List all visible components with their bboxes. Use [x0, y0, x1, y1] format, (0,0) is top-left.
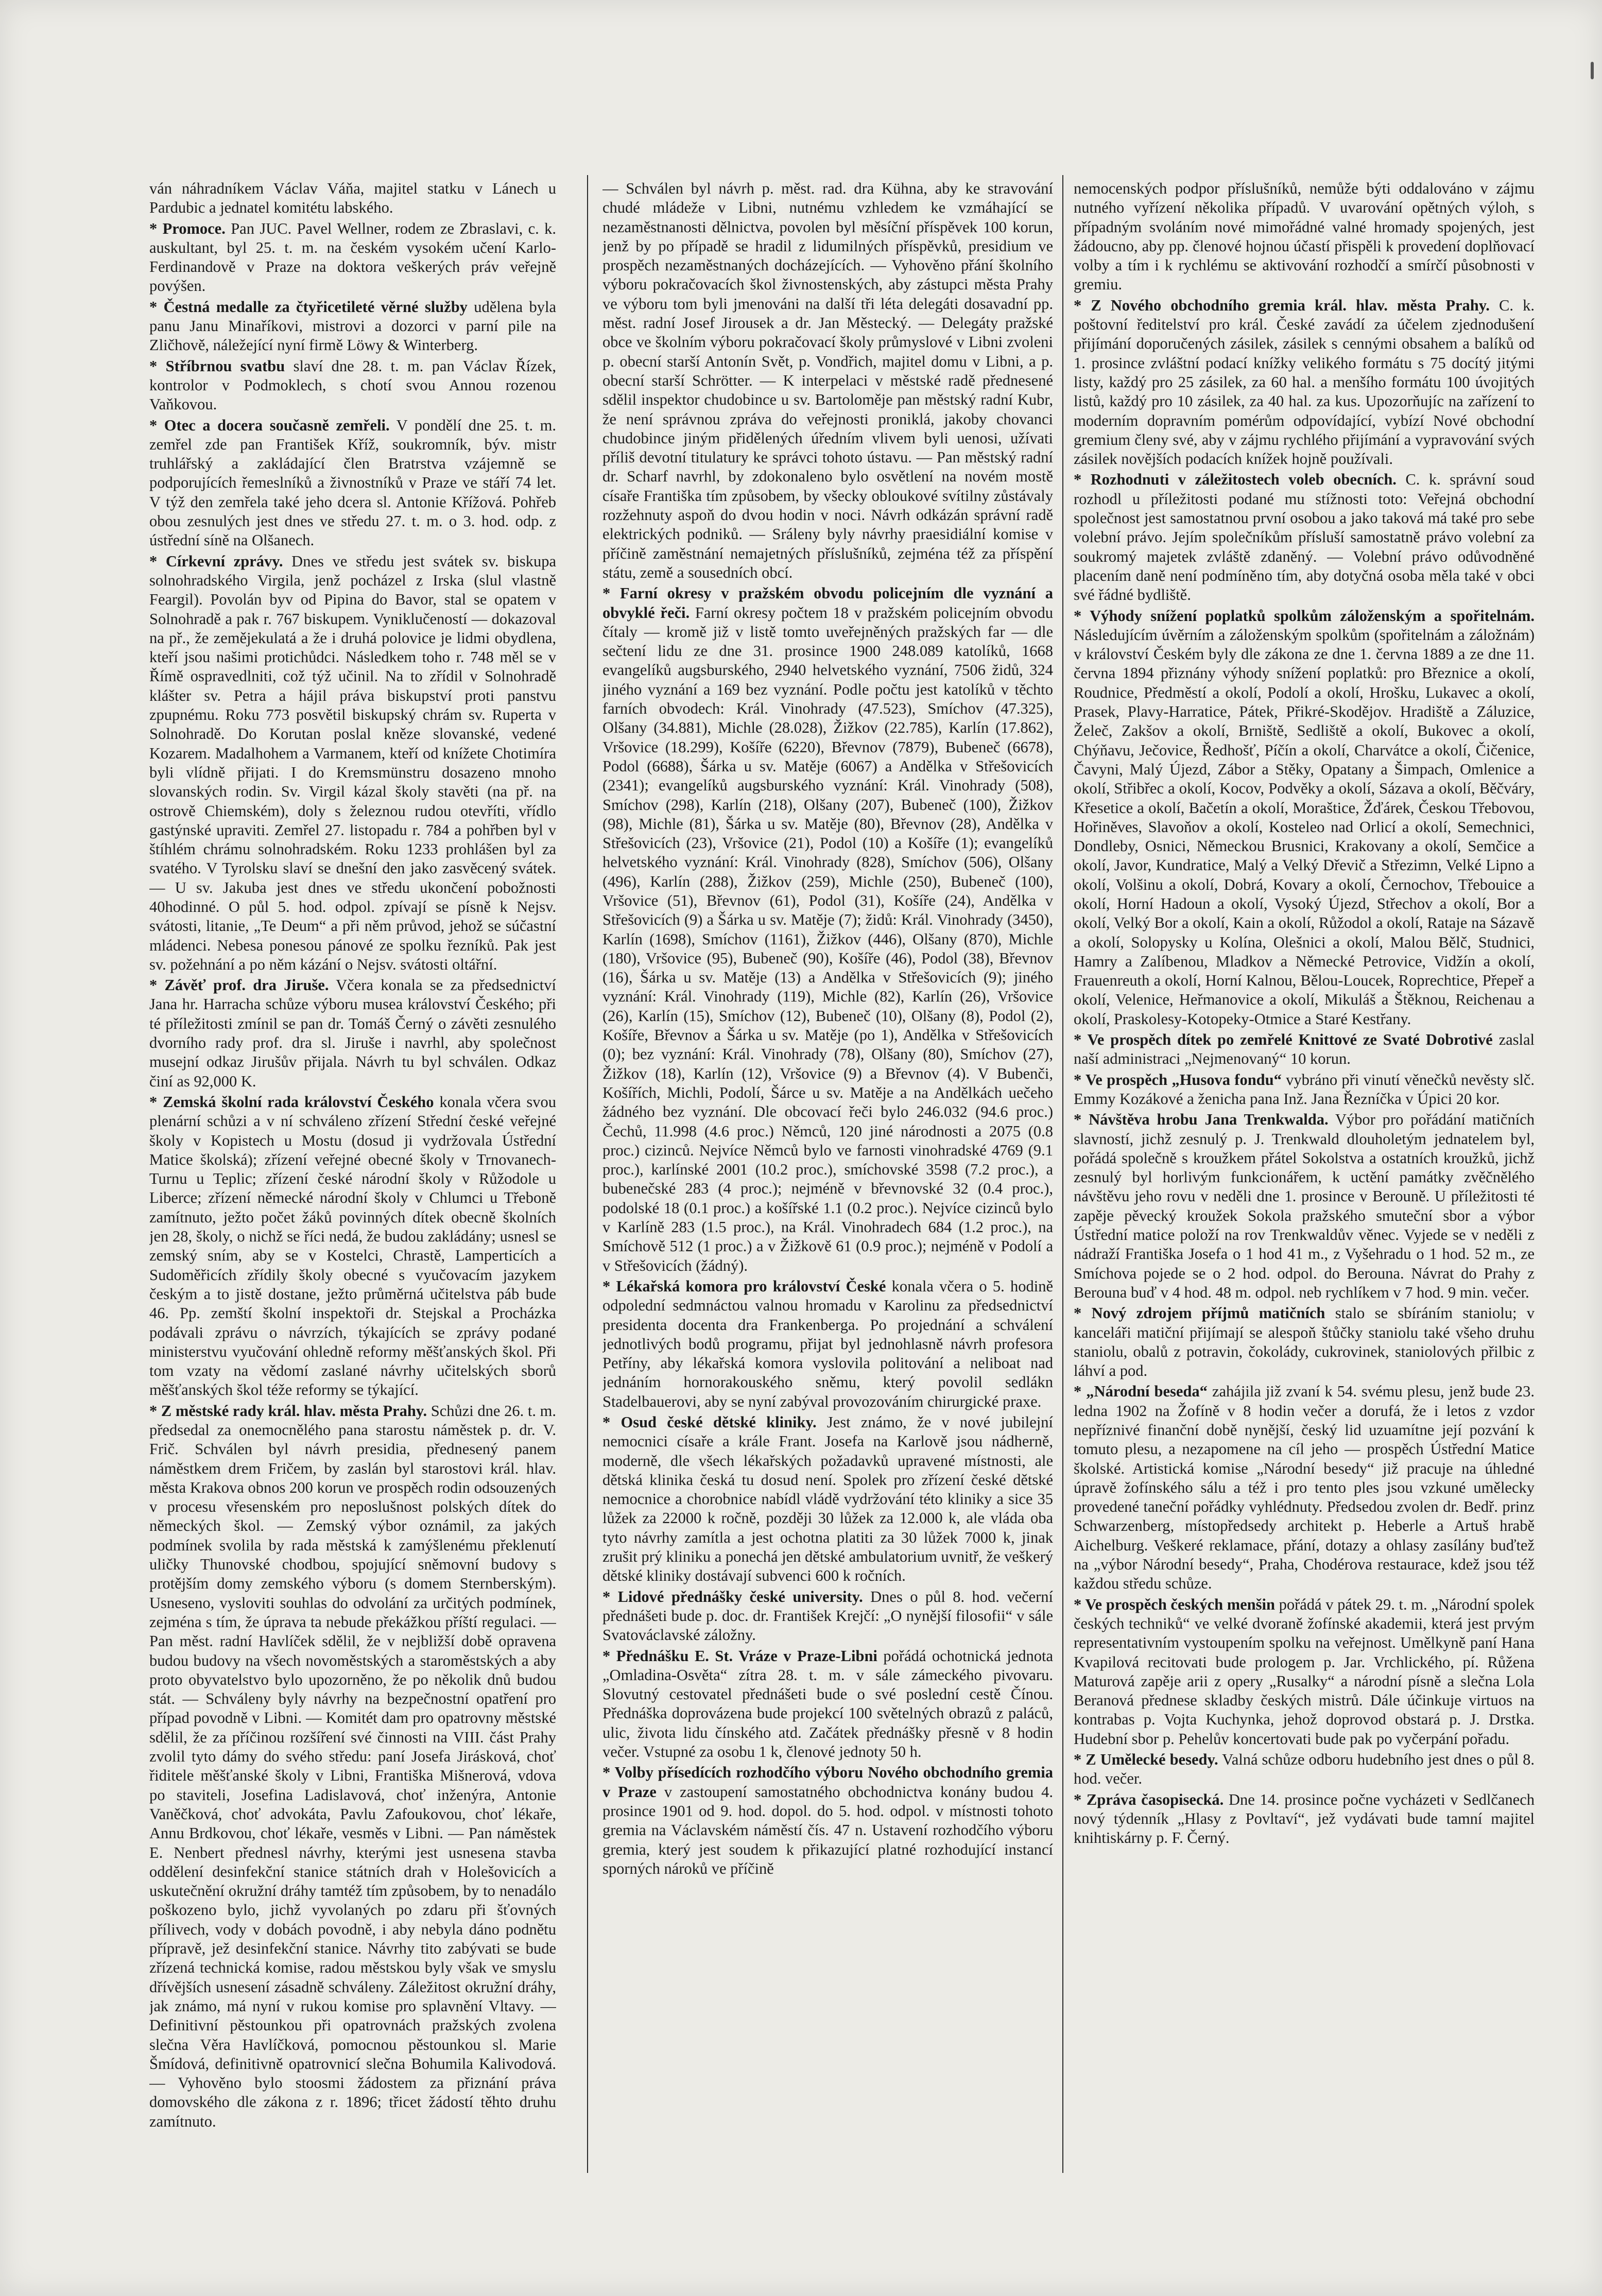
news-item-text: Valná schůze odboru hudebního jest dnes o půl 8. hod. večer. [1074, 1751, 1535, 1788]
news-item [149, 1402, 556, 2131]
column-rule [587, 175, 588, 2173]
news-item-text: slaví dne 28. t. m. pan Václav Řízek, kontrolor v Podmoklech, s chotí svou Annou rozenou Vaňkovou. [149, 357, 556, 413]
news-item [602, 1763, 1053, 1878]
news-item-text: konala včera svou plenární schůzi a v ní schváleno zřízení Střední české veřejné školy v Kopistech u Mostu (dosud ji vydržovala Ústřední Matice školská); zřízení veřejné obecné školy v Trnovanech-Turnu u Teplic; zřízení české národní školy v Růžodole u Liberce; zřízení německé národní školy v Chlumci u Třeboně zamítnuto, ježto počet žáků povinných dítek obecně školních jen 28, školy, o nichž se říci nedá, že budou zakládány; usnesl se zemský sním, aby se v Kostelci, Chrastě, Lamperticích a Sudoměřicích zřídily školy obecné s vyučovacím jazykem českým a to jistě dostane, ježto průměrná učitelstva páb bude 46. Pp. zemští školní inspektoři dr. Stejskal a Procházka podávali zprávu o návrzích, týkajících se zprávy podané ministerstvu vyučování ohledně reformy měšťanských škol. Při tom vzaty na vědomí zaslané návrhy učitelských sborů měšťanských škol téže reformy se týkající. [149, 1093, 556, 1399]
news-item [1074, 607, 1535, 1029]
news-item [1074, 470, 1535, 605]
news-item-heading: * Čestná medalle za čtyřicetileté věrné služby [149, 298, 468, 316]
news-item [602, 1587, 1053, 1645]
news-item [1074, 1110, 1535, 1302]
news-item [1074, 1382, 1535, 1593]
news-item [149, 298, 556, 355]
news-item-heading: * „Národní beseda“ [1074, 1383, 1208, 1401]
news-item [1074, 1071, 1535, 1109]
news-item [149, 1093, 556, 1400]
column-2 [602, 179, 1053, 2187]
news-item-heading: * Zpráva časopisecká. [1074, 1790, 1224, 1808]
news-item [1074, 1304, 1535, 1380]
news-item-text: Pan JUC. Pavel Wellner, rodem ze Zbraslavi, c. k. auskultant, byl 25. t. m. na českém vysokém učení Karlo-Ferdinandově v Praze na doktora veškerých práv veřejně povýšen. [149, 219, 556, 295]
news-item-text: udělena byla panu Janu Minaříkovi, mistrovi a dozorci v parní pile na Zličhově, náležející nyní firmě Löwy & Winterberg. [149, 298, 556, 354]
news-item-text: v zastoupení samostatného obchodnictva konány budou 4. prosince 1901 od 9. hod. dopol. do 5. hod. odpol. v místnosti tohoto gremia na Václavském náměstí čís. 47 n. Ustavení rozhodčího výboru gremia, který jest soudem k přikazující platné rozhodující instancí sporných nároků ve příčině [602, 1783, 1053, 1877]
news-item-heading: * Návštěva hrobu Jana Trenkwalda. [1074, 1111, 1329, 1129]
news-item [1074, 1030, 1535, 1069]
news-item [1074, 1790, 1535, 1848]
news-item-heading: * Volby přísedících rozhodčího výboru Nového obchodního gremia v Praze [602, 1764, 1053, 1801]
news-item [149, 976, 556, 1091]
news-item-heading: * Přednášku E. St. Vráze v Praze-Libni [602, 1647, 877, 1665]
news-item-text: pořádá v pátek 29. t. m. „Národní spolek českých techniků“ ve velké dvoraně žofínské akademii, která jest prvým representativním vystoupením spolku na veřejnost. Umělkyně paní Hana Kvapilová recitovati bude prologem p. Jar. Vrchlického, pí. Růžena Maturová zapěje arii z opery „Rusalky“ a národní písně a slečna Lola Beranová přednese skladby českých mistrů. Dále účinkuje virtuos na kontrabas p. Vojta Kuchynka, jehož doprovod obstará p. J. Drstka. Hudební sbor p. Pehelův koncertovati bude pak po vyčerpání pořadu. [1074, 1595, 1535, 1748]
news-item-text: Dne 14. prosince počne vycházeti v Sedlčanech nový týdenník „Hlasy z Povltaví“, jež vydávati bude tamní majitel knihtiskárny p. F. Černý. [1074, 1790, 1535, 1847]
news-item-heading: * Zemská školní rada království Českého [149, 1093, 434, 1111]
news-item-heading: * Nový zdrojem příjmů matičních [1074, 1304, 1325, 1322]
news-item-text: Včera konala se za předsednictví Jana hr. Harracha schůze výboru musea království Českého; při té příležitosti zmínil se pan dr. Tomáš Černý o závěti zesnulého dvorního rady prof. dra sl. Jiruše i navrhl, aby společnost musejní odkaz Jirušův přijala. Návrh tu byl schválen. Odkaz činí as 92,000 K. [149, 976, 556, 1090]
news-item [149, 552, 556, 975]
news-item-text: Dnes ve středu jest svátek sv. biskupa solnohradského Virgila, jenž pocházel z Irska (slul vlastně Feargil). Povolán byv od Pipina do Bavor, stal se opatem v Solnohradě a pak r. 767 biskupem. Vyniklučeností — dokazoval na př., že zemějekulatá a že i druhá polovice je lidmi obydlena, kteří jsou našimi protichůdci. Následkem toho r. 748 měl se v Římě ospravedlniti, což týž učinil. Na to zřídil v Solnohradě klášter sv. Petra a hájil práva biskupství proti panstvu zpupnému. Roku 773 posvětil biskupský chrám sv. Ruperta v Solnohradě. Do Korutan poslal kněze slovanské, vedené Kozarem. Madalhohem a Varmanem, kteří od knížete Chotimíra byli vlídně přijati. I do Kremsmünstru dosazeno mnoho slovanských rodin. Sv. Virgil kázal školy stavěti (na př. na ostrově Chiemském), doly s železnou rudou otevříti, vřídlo gastýnské upraviti. Zemřel 27. listopadu r. 784 a pohřben byl v štíhlém chrámu solnohradském. Roku 1233 prohlášen byl za svatého. V Tyrolsku slaví se dnešní den jako zasvěcený svátek. — U sv. Jakuba jest dnes ve středu ukončení pobožnosti 40hodinné. O půl 5. hod. odpol. zpívají se písně k Nejsv. svátosti, litanie, „Te Deum“ a při něm průvod, jehož se súčastní mládenci. Nebesa ponesou pánové ze spolku řezníků. Pak jest sv. požehnání a po něm kázání o Nejsv. svátosti oltářní. [149, 552, 556, 973]
news-item-text: nemocenských podpor příslušníků, nemůže býti oddalováno v zájmu nutného vyřízení několika případů. V uvarování opětných výloh, s případným svoláním nové mimořádné valné hromady spojených, jest žádoucno, aby pp. členové hojnou účastí přispěli k provedení doplňovací volby a tím i k rychlému se aktivování rozhodčí a smírčí působnosti v gremiu. [1074, 180, 1535, 294]
news-item [149, 219, 556, 296]
news-item-heading: * Promoce. [149, 219, 226, 237]
news-item-text: Výbor pro pořádání matičních slavností, jichž zesnulý p. J. Trenkwald dlouholetým jednatelem byl, pořádá společně s kroužkem přátel Sokolstva a ostatních kroužků, jichž zesnulý byl horlivým funkcionářem, k uctění památky zvěčnělého návštěvu jeho rovu v neděli dne 1. prosince v Berouně. U příležitosti té zapěje pěvecký kroužek Sokola pražského smuteční sbor a výbor Ústřední matice položí na rov Trenkwaldův věnec. Vyjede se v neděli z nádraží Františka Josefa o 1 hod 41 m., z Vyšehradu o 1 hod. 52 m., ze Smíchova pojede se o 2 hod. odpol. do Berouna. Návrat do Prahy z Berouna buď v 4 hod. 48 m. odpol. neb rychlíkem v 7 hod. 9 min. večer. [1074, 1111, 1535, 1301]
news-item [1074, 1750, 1535, 1789]
news-item-text: zahájila již zvaní k 54. svému plesu, jenž bude 23. ledna 1902 na Žofíně v 8 hodin večer a dorufá, že i letos z vzdor nepříznivé finanční době nynější, český lid uzuamítne její pozvání k tomuto plesu, a nezapomene na cíl jeho — prospěch Ústřední Matice školské. Artistická komise „Národní besedy“ již pracuje na úhledné úpravě žofínského sálu a též i pro tento ples jsou vzkuné umělecky provedené taneční pořádky vyhlédnuty. Předsedou zvolen dr. Bedř. prinz Schwarzenberg, místopředsedy architekt p. Heberle a Artuš hrabě Aichelburg. Veškeré reklamace, přání, dotazy a ohlasy zasílány buďtež na „výbor Národní besedy“, Praha, Chodérova restaurace, kdež jsou též každou středu schůze. [1074, 1383, 1535, 1593]
news-item-text: V pondělí dne 25. t. m. zemřel zde pan František Kříž, soukromník, býv. mistr truhlářský a zakládající člen Bratrstva vzájemně se podporujících řemeslníků a živnostníků v Praze ve stáří 74 let. V týž den zemřela také jeho dcera sl. Antonie Křížová. Pohřeb obou zesnulých jest dnes ve středu 27. t. m. o 3. hod. odp. z ústřední síně na Olšanech. [149, 416, 556, 549]
news-item [602, 1647, 1053, 1762]
column-3 [1074, 179, 1535, 2187]
column-1 [149, 179, 556, 2187]
news-item [149, 179, 556, 218]
news-item-text: — Schválen byl návrh p. měst. rad. dra Kühna, aby ke stravování chudé mládeže v Libni, nutnému vzhledem ke vzmáhající se nezaměstnanosti dělnictva, povolen byl měsíční příspěvek 100 korun, jenž by po případě se hradil z lidumilných příspěvků, presidium ve prospěch nezaměstnaných docházejících. — Vyhověno přání školního výboru pokračovacích škol živnostenských, aby zástupci města Prahy ve výboru tom byli jmenováni na další tři léta delegáti dosavadní pp. měst. radní Josef Jirousek a dr. Jan Městecký. — Delegáty pražské obce ve školním výboru pokračovací školy průmyslové v Libni zvoleni p. obecní starší Antonín Svět, p. Vondřich, majitel domu v Libni, a p. obecní starší Schrötter. — K interpelaci v městské radě přednesené sdělil inspektor chudobince u sv. Bartoloměje pan městský radní Kubr, že není správnou zpráva do veřejnosti proniklá, jakoby chovanci chudobince jiným přidělených úředním vlivem byli uenosi, užívati příliš devotní titulatury ke správci tohoto ústavu. — Pan městský radní dr. Scharf navrhl, by zdokonaleno bylo osvětlení na novém mostě císaře Františka tím způsobem, by všecky obloukové svítilny zůstávaly rozžehnuty aspoň do dvou hodin v noci. Návrh odkázán správní radě elektrických podniků. — Sráleny byly návrhy praesidiální komise v příčině zaměstnání nemajetných příslušníků, zejména též za příspění státu, země a sousedních obcí. [602, 180, 1053, 581]
news-item-text: ván náhradníkem Václav Váňa, majitel statku v Lánech u Pardubic a jednatel komitétu labského. [149, 180, 556, 217]
news-item-heading: * Z Umělecké besedy. [1074, 1751, 1218, 1769]
news-item-heading: * Závěť prof. dra Jiruše. [149, 976, 329, 994]
news-item [602, 179, 1053, 582]
news-item-heading: * Osud české dětské kliniky. [602, 1413, 817, 1431]
news-item-heading: * Církevní zprávy. [149, 552, 283, 570]
news-item-heading: * Z Nového obchodního gremia král. hlav. města Prahy. [1074, 296, 1490, 314]
news-item-heading: * Stříbrnou svatbu [149, 357, 285, 375]
news-item-text: Následujícím úvěrním a záloženským spolkům (spořitelnám a záložnám) v království Českém byly dle zákona ze dne 1. června 1889 a ze dne 11. června 1894 přiznány výhody snížení poplatků: pro Březnice a okolí, Roudnice, Předměstí a okolí, Podolí a okolí, Hrošku, Lukavec a okolí, Prasek, Plavy-Harratice, Pátek, Přikré-Skodějov. Hradiště a Záluzice, Želeč, Zakšov a okolí, Brniště, Sedliště a okolí, Bukovec a okolí, Chýňavu, Ječovice, Ředhošť, Píčín a okolí, Charvátce a okolí, Čičenice, Čavyni, Malý Újezd, Zábor a Stěky, Opatany a Šimpach, Omlenice a okolí, Střibřec a okolí, Kocov, Podvěky a okolí, Sázava a okolí, Běčváry, Křesetice a okolí, Bačetín a okolí, Moraštice, Žďárek, Českou Třebovou, Hořiněves, Slavoňov a okolí, Kosteleo nad Orlicí a okolí, Semechnici, Dondleby, Osnici, Německou Brusnici, Krakovany a okolí, Semčice a okolí, Javor, Kundratice, Malý a Velký Dřevič a Střezimn, Velké Lipno a okolí, Volšinu a okolí, Dobrá, Kovary a okolí, Černochov, Třebouice a okolí, Horní Hadoun a okolí, Vysoký Újezd, Střechov a okolí, Bor a okolí, Velký Bor a okolí, Kain a okolí, Růžodol a okolí, Rataje na Sázavě a okolí, Solopysky u Kolína, Olešnici a okolí, Malou Bělč, Studnici, Hamry a Zalíbenou, Mladkov a Německé Petrovice, Vidžín a okolí, Frauenreuth a okolí, Horní Kalnou, Bělou-Loucek, Roprechtice, Přepeř a okolí, Velenice, Heřmanovice a okolí, Mikuláš a Štěknou, Reichenau a okolí, Praskolesy-Kotopeky-Otmice a Staré Kestřany. [1074, 626, 1535, 1028]
news-item [149, 416, 556, 550]
news-item [1074, 179, 1535, 295]
news-item-heading: * Farní okresy v pražském obvodu policejním dle vyznání a obvyklé řeči. [602, 584, 1053, 622]
news-item-text: zaslal naší administraci „Nejmenovaný“ 10 korun. [1074, 1031, 1535, 1068]
news-item-text: Farní okresy počtem 18 v pražském policejním obvodu čítaly — kromě již v listě tomto uveřejněných pražských far — dle sečtení lidu ze dne 31. prosince 1900 248.089 katolíků, 1668 evangelíků augsburského, 2940 helvetského vyznání, 7506 židů, 324 jiného vyznání a 169 bez vyznání. Podle počtu jest katolíků v těchto farních obvodech: Král. Vinohrady (47.523), Smíchov (47.325), Olšany (34.881), Michle (28.028), Žižkov (22.785), Karlín (17.862), Vršovice (18.299), Košíře (6220), Břevnov (7879), Bubeneč (6678), Podol (6688), Šárka u sv. Matěje (6067) a Andělka v Střešovicích (2341); evangelíků augsburského vyznání: Král. Vinohrady (508), Smíchov (298), Karlín (218), Olšany (207), Bubeneč (100), Žižkov (98), Michle (81), Šárka u sv. Matěje (80), Břevnov (28), Andělka v Střešovicích (23), Vršovice (21), Podol (10) a Košíře (1); evangelíků helvetského vyznání: Král. Vinohrady (828), Smíchov (506), Olšany (496), Karlín (288), Žižkov (259), Michle (250), Bubeneč (100), Vršovice (51), Břevnov (61), Podol (31), Košíře (24), Andělka v Střešovicích (9) a Šárka u sv. Matěje (7); židů: Král. Vinohrady (3450), Karlín (1698), Smíchov (1161), Žižkov (446), Olšany (870), Michle (180), Vršovice (95), Bubeneč (90), Košíře (46), Podol (38), Břevnov (16), Šárka u sv. Matěje (13) a Andělka v Střešovicích (9); jiného vyznání: Král. Vinohrady (119), Michle (82), Karlín (26), Vršovice (26), Karlín (15), Smíchov (12), Bubeneč (10), Olšany (8), Podol (2), Košíře, Břevnov a Šárka u sv. Matěje (po 1), Andělka v Střešovicích (0); bez vyznání: Král. Vinohrady (78), Olšany (80), Smíchov (27), Žižkov (18), Karlín (12), Vršovice (9) a Břevnov (4). V Bubenči, Košířích, Michli, Podolí, Šárce u sv. Matěje a na Andělkách uečeho žádného bez vyznání. Dle obcovací řeči bylo 246.032 (94.6 proc.) Čechů, 11.998 (4.6 proc.) Němců, 120 jiné národnosti a 2075 (0.8 proc.) cizinců. Nejvíce Němců bylo ve farnosti vinohradské 4769 (9.1 proc.), karlínské 2001 (10.2 proc.), smíchovské 3598 (7.2 proc.), a bubenečské 283 (4 proc.); nejméně v břevnovské 32 (0.4 proc.), podolské 18 (0.1 proc.) a košířské 1.1 (0.2 proc.). Nejvíce cizinců bylo v Karlíně 283 (1.5 proc.), na Král. Vinohradech 684 (1.2 proc.), na Smíchově 512 (1 proc.) a v Žižkově 61 (0.9 proc.); nejméně v Podolí a v Střešovicích (žádný). [602, 603, 1053, 1274]
news-item-text: Dnes o půl 8. hod. večerní přednášeti bude p. doc. dr. František Krejčí: „O nynější filosofii“ v sále Svatováclavské záložny. [602, 1587, 1053, 1644]
news-item [1074, 296, 1535, 469]
news-item-text: stalo se sbíráním staniolu; v kanceláři matiční přijímají se alespoň štůčky staniolu také všeho druhu staniolu, obalů z potravin, čokolády, cukrovinek, staniolových přilbic z láhví a pod. [1074, 1304, 1535, 1380]
news-item [1074, 1595, 1535, 1749]
news-item-text: konala včera o 5. hodině odpolední sedmnáctou valnou hromadu v Karolinu za předsednictví presidenta docenta dra Frankenberga. Po projednání a schválení jednotlivých bodů programu, přijat byl jednohlasně návrh profesora Petříny, aby lékařská komora vyslovila politování a neliboat nad jednáním hornorakouského sněmu, který povolil sedlákn Stadelbauerovi, aby se nyní zabýval provozováním chirurgické praxe. [602, 1277, 1053, 1410]
news-item-heading: * Lékařská komora pro království České [602, 1277, 886, 1295]
news-item-heading: * Lidové přednášky české university. [602, 1587, 863, 1606]
news-item-heading: * Výhody snížení poplatků spolkům záloženským a spořitelnám. [1074, 607, 1535, 625]
news-item-heading: * Ve prospěch „Husova fondu“ [1074, 1071, 1282, 1089]
news-item-heading: * Rozhodnuti v záležitostech voleb obecních. [1074, 471, 1397, 489]
column-rule [1062, 175, 1063, 2173]
news-item [149, 357, 556, 415]
news-item-text: vybráno při vinutí věnečků nevěsty slč. Emmy Kozákové a ženicha pana Inž. Jana Řezníčka v Úpici 20 kor. [1074, 1071, 1535, 1108]
news-item [602, 1277, 1053, 1411]
news-item-heading: * Ve prospěch českých menšin [1074, 1595, 1275, 1613]
news-item-heading: * Otec a docera současně zemřeli. [149, 416, 390, 434]
news-item-heading: * Ve prospěch dítek po zemřelé Knittové ze Svaté Dobrotivé [1074, 1031, 1493, 1049]
news-item-text: C. k. správní soud rozhodl u příležitosti podané mu stížnosti toto: Veřejná obchodní společnost jest samostatnou první osobou a jako taková má také pro sebe volební právo. Jejím společníkům přísluší samostatně právo volební za soukromý majetek zvláště zdaněný. — Volební právo odůvodněné placením daně není podmíněno tím, aby dotyčná osoba měla také v obci své řádné bydliště. [1074, 471, 1535, 604]
news-item-text: pořádá ochotnická jednota „Omladina-Osvěta“ zítra 28. t. m. v sále zámeckého pivovaru. Slovutný cestovatel přednášeti bude o své poslední cestě Čínou. Přednáška doprovázena bude projekcí 100 světelných obrazů z paláců, ulic, života lidu čínského atd. Začátek přednášky přesně v 8 hodin večer. Vstupné za osobu 1 k, členové jednoty 50 h. [602, 1647, 1053, 1761]
binding-mark [1591, 62, 1594, 79]
news-item [602, 584, 1053, 1275]
news-item-text: Jest známo, že v nové jubilejní nemocnici císaře a krále Frant. Josefa na Karlově jsou nádherně, moderně, dle všech lékařských požadavků upravené místnosti, ale dětská klinika česká tu dosud není. Spolek pro zřízení české dětské nemocnice a chorobnice nabídl vládě vydržování této kliniky a sice 35 lůžek za 22000 k ročně, později 30 lůžek za 12.000 k, ale vláda oba tyto návrhy zamítla a jest ochotna platiti za 30 lůžek 7000 k, jinak zrušit prý kliniku a ponechá jen dětské ambulatorium uvnitř, že veškerý dětské kliniky dostávají subvenci 600 k ročních. [602, 1413, 1053, 1585]
news-item-text: C. k. poštovní ředitelství pro král. České zavádí za účelem zjednodušení přijímání doporučených zásilek, zásilek s cennými obsahem a balíků od 1. prosince zvláštní podací knížky velikého formátu s 75 docítý jitými listy, každý pro 25 zásilek, za 60 hal. a menšího formátu 100 úvojitých listů, každý pro 10 zásilek, za 40 hal. za kus. Upozorňujíc na zařízení to moderním dopravním pomérům odpovídající, vybízí Nové obchodní gremium členy své, aby v zájmu rychlého přijímání a vypravování svých zásilek novějších podacích knížek hojně používali. [1074, 296, 1535, 468]
news-item-heading: * Z městské rady král. hlav. města Prahy. [149, 1402, 427, 1420]
news-item [602, 1413, 1053, 1586]
news-item-text: Schůzi dne 26. t. m. předsedal za onemocnělého pana starostu náměstek p. dr. V. Frič. Schválen byl návrh presidia, přednesený panem náměstkem drem Fričem, by zaslán byl starostovi král. hlav. města Krakova obnos 200 korun ve prospěch rodin odsouzených v procesu vřesenském pro neposlušnost polských dítek do německých škol. — Zemský výbor oznámil, za jakých podmínek svolila by rada městská k zamýšlenému překlenutí uličky Thunovské chodbou, spojující sněmovní budovy s protějším domy zemského výboru (s domem Sternberským). Usneseno, vysloviti souhlas do odvolání za určitých podmínek, zejména s tím, že úprava ta nebude překážkou příští regulaci. — Pan měst. radní Havlíček sdělil, že v nejbližší době opravena budou budovy na všech novoměstských a staroměstských a aby proto obyvatelstvo bylo upozorněno, že po několik dnů budou stát. — Schváleny byly návrhy na bezpečnostní opatření pro případ povodně v Libni. — Komitét dam pro opatrovny městské sdělil, že za příčinou rozšíření své činnosti na VIII. část Prahy zvolil tyto dámy do svého středu: paní Josefa Jirásková, choť řiditele měšťanské školy v Libni, Františka Mišnerová, vdova po staviteli, Josefina Ladislavová, choť inženýra, Antonie Vaněčková, choť advokáta, Pavlu Zafoukovou, choť lékaře, Annu Brdkovou, choť lékaře, vesměs v Libni. — Pan náměstek E. Nenbert přednesl návrhy, kterými jest usnesena stavba oddělení desinfekční stanice státních drah v Holešovicích a uskutečnění okružní dráhy tamtéž tím způsobem, by to nenadálo poškozeno bylo, jichž vyvolaných po zdaru při šťovných přílivech, vody v dobách povodně, i aby nebyla dáno podnětu přípravě, jež desinfekční stanice. Návrhy tito zabývati se bude zřízená technická komise, radou městskou byly však ve smyslu dřívějších usnesení zásadně schváleny. Záležitost okružní dráhy, jak známo, má nyní v rukou komise pro splavnění Vltavy. — Definitivní pěstounkou při opatrovnách pražských zvolena slečna Věra Havlíčková, pomocnou pěstounkou sl. Marie Šmídová, definitivně opatrovnicí slečna Bohumila Kalivodová. — Vyhověno bylo stoosmi žádostem za přiznání práva domovského dle zákona z r. 1896; třicet žádostí těhto druhu zamítnuto. [149, 1402, 556, 2130]
